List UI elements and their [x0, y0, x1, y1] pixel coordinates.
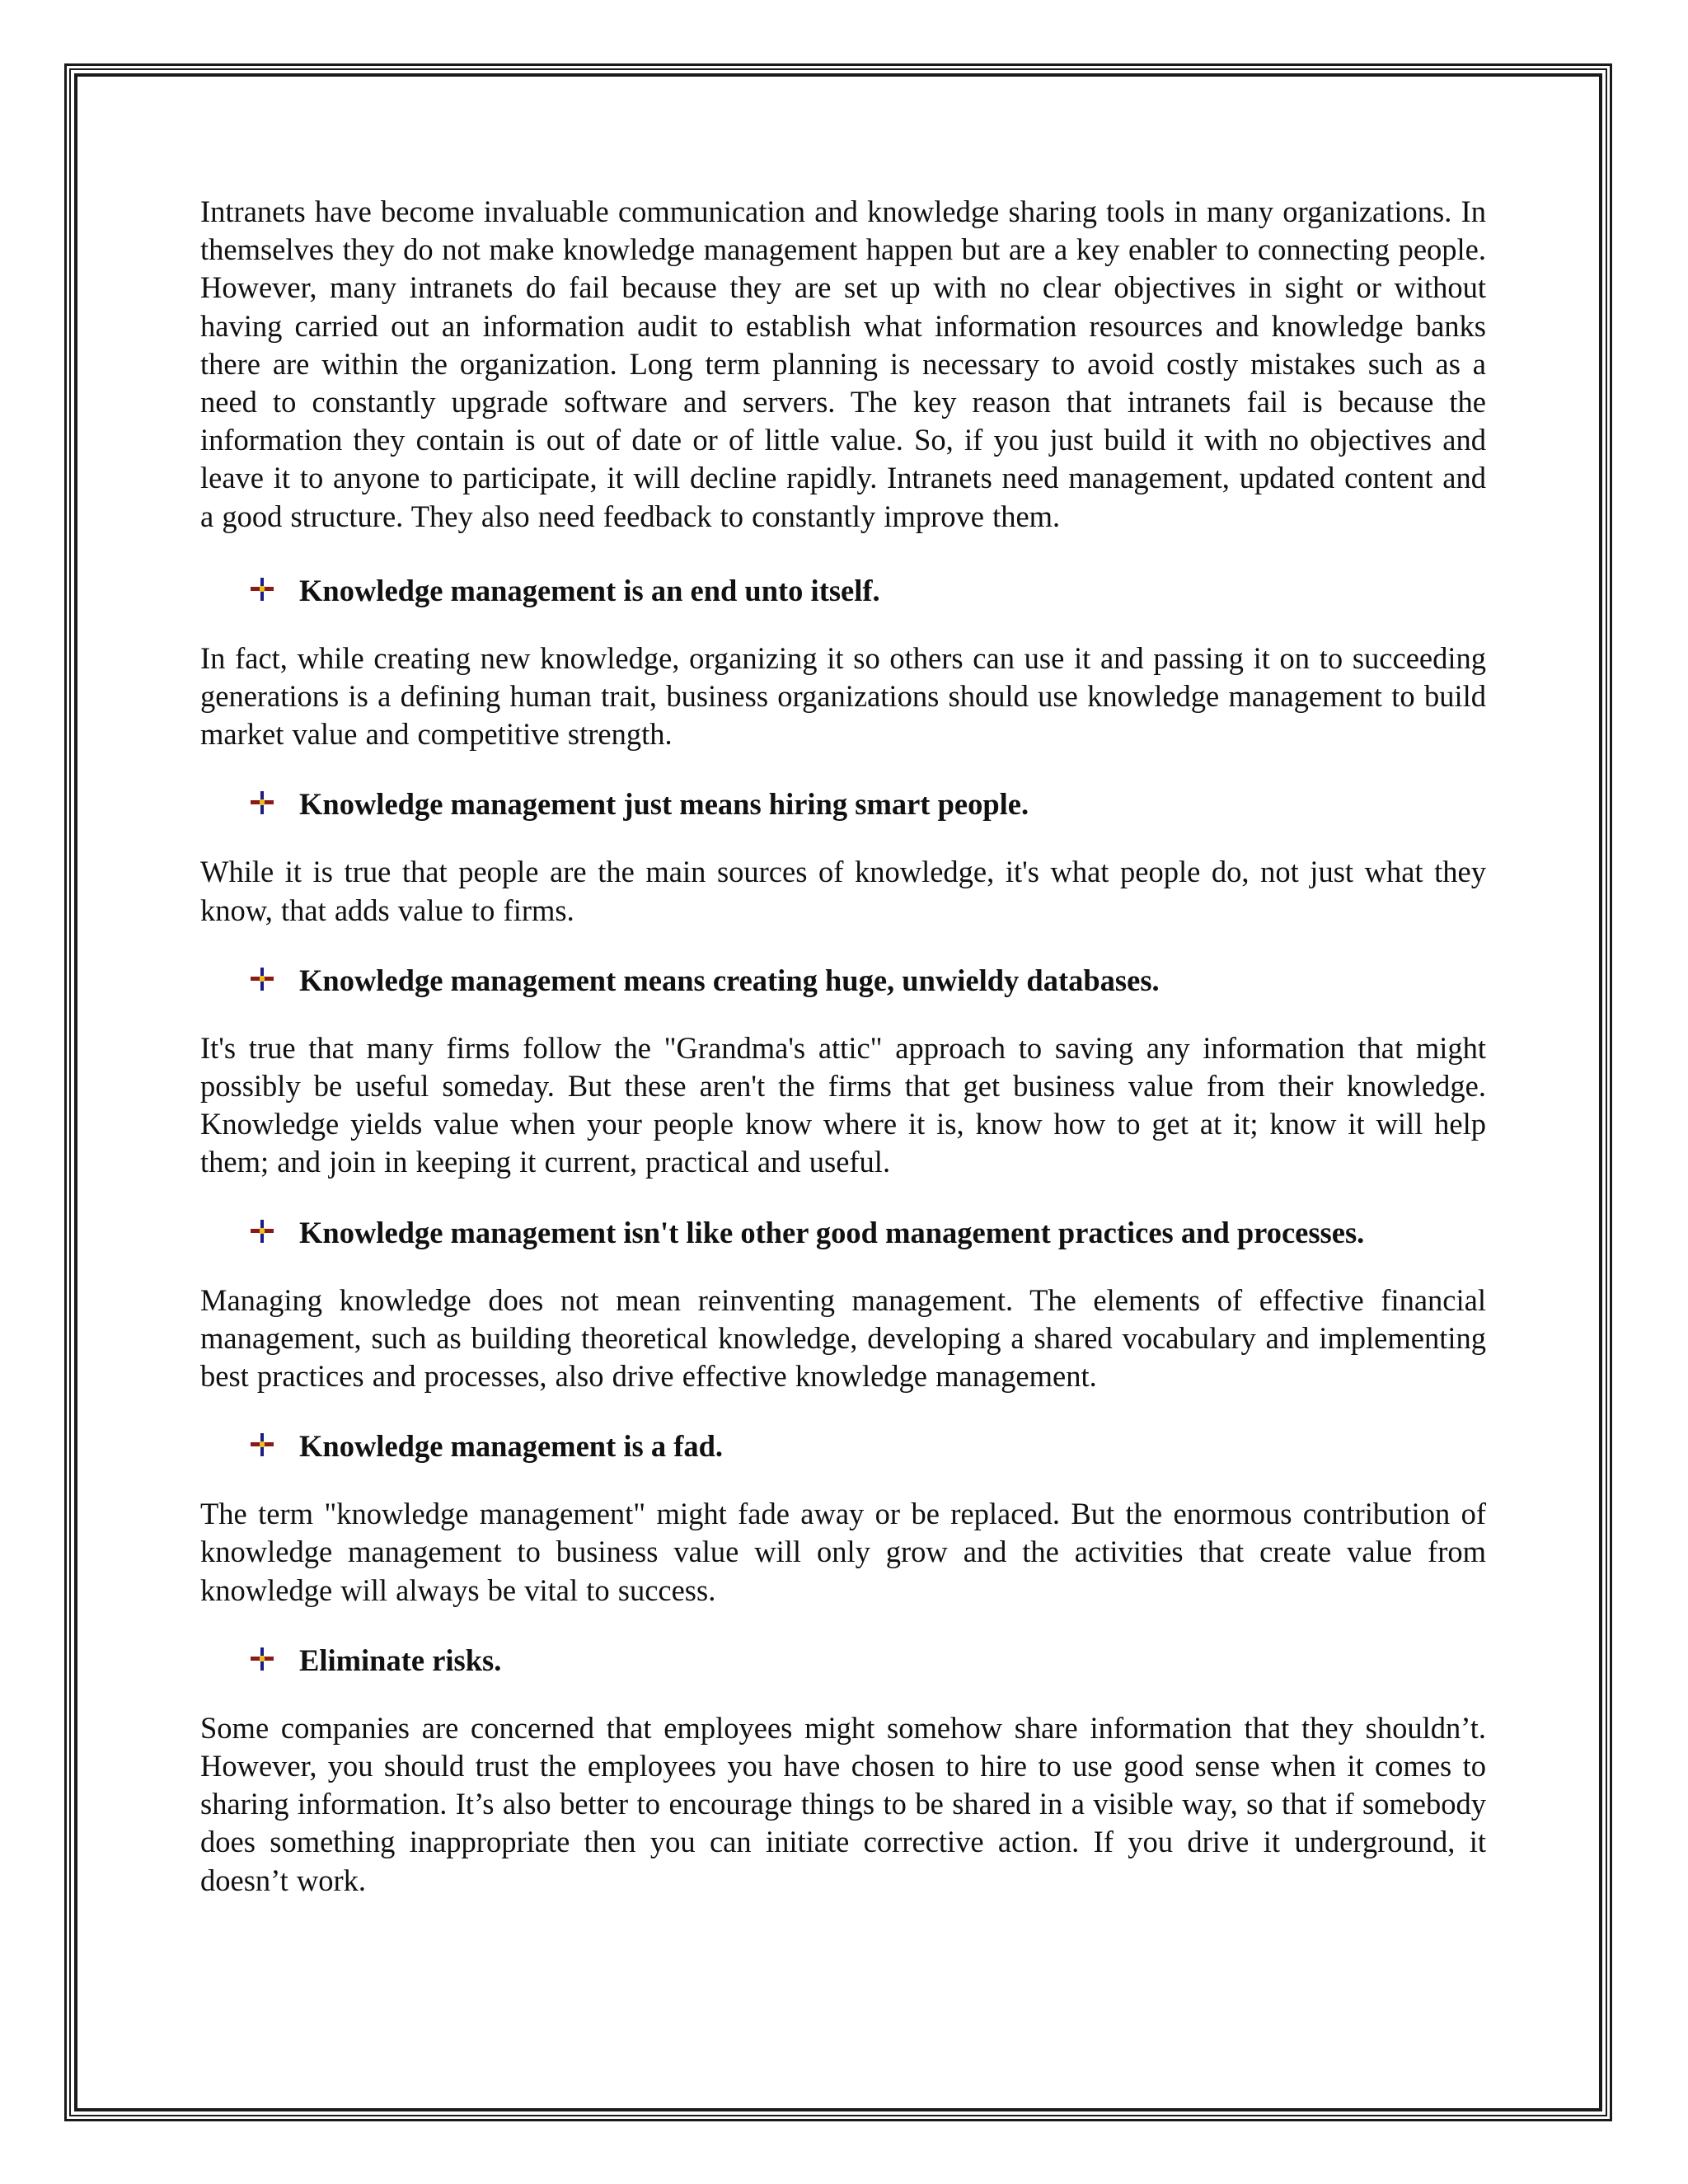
document-body	[200, 193, 1486, 1900]
intro-paragraph: Intranets have become invaluable communication and knowledge sharing tools in many organizations. In themselves they do not make knowledge management happen but are a key enabler to connecting people. However, many intranets do fail because they are set up with no clear objectives in sight or without having carried out an information audit to establish what information resources and knowledge banks there are within the organization. Long term planning is necessary to avoid costly mistakes such as a need to constantly upgrade software and servers. The key reason that intranets fail is because the information they contain is out of date or of little value. So, if you just build it with no objectives and leave it to anyone to participate, it will decline rapidly. Intranets need management, updated content and a good structure. They also need feedback to constantly improve them.	[200, 194, 1486, 533]
bullet-heading	[200, 1214, 1486, 1252]
cross-arrow-bullet-icon	[250, 1432, 274, 1457]
section-paragraph: It's true that many firms follow the "Grandma's attic" approach to saving any information that might possibly be useful someday. But these aren't the firms that get business value from their knowledge. Knowledge yields value when your people know where it is, know how to get at it; know it will help them; and join in keeping it current, practical and useful.	[200, 1030, 1486, 1179]
bullet-heading	[200, 572, 1486, 610]
heading-text: Knowledge management isn't like other good management practices and processes.	[299, 1215, 1365, 1249]
cross-arrow-bullet-icon	[250, 790, 274, 815]
cross-arrow-bullet-icon	[250, 577, 274, 602]
bullet-heading	[200, 785, 1486, 823]
bullet-heading	[200, 1642, 1486, 1680]
section-paragraph: In fact, while creating new knowledge, organizing it so others can use it and passing it on to succeeding generations is a defining human trait, business organizations should use knowledge management to build market value and competitive strength.	[200, 640, 1486, 752]
heading-text: Knowledge management is an end unto itself.	[299, 573, 880, 607]
heading-text: Eliminate risks.	[299, 1643, 502, 1677]
cross-arrow-bullet-icon	[250, 1219, 274, 1244]
section-paragraph: Some companies are concerned that employees might somehow share information that they shouldn’t. However, you should trust the employees you have chosen to hire to use good sense when it comes to sharing information. It’s also better to encourage things to be shared in a visible way, so that if somebody does something inappropriate then you can initiate corrective action. If you drive it underground, it doesn’t work.	[200, 1710, 1486, 1897]
heading-text: Knowledge management means creating huge, unwieldy databases.	[299, 963, 1160, 997]
section-paragraph: While it is true that people are the main sources of knowledge, it's what people do, not just what they know, that adds value to firms.	[200, 855, 1486, 927]
cross-arrow-bullet-icon	[250, 1647, 274, 1671]
section-paragraph: Managing knowledge does not mean reinventing management. The elements of effective financial management, such as building theoretical knowledge, developing a shared vocabulary and implementing best practices and processes, also drive effective knowledge management.	[200, 1282, 1486, 1394]
section-paragraph: The term "knowledge management" might fade away or be replaced. But the enormous contribution of knowledge management to business value will only grow and the activities that create value from knowledge will always be vital to success.	[200, 1497, 1486, 1607]
heading-text: Knowledge management just means hiring smart people.	[299, 787, 1029, 822]
bullet-heading	[200, 962, 1486, 1000]
bullet-heading	[200, 1427, 1486, 1465]
cross-arrow-bullet-icon	[250, 967, 274, 991]
heading-text: Knowledge management is a fad.	[299, 1429, 724, 1464]
